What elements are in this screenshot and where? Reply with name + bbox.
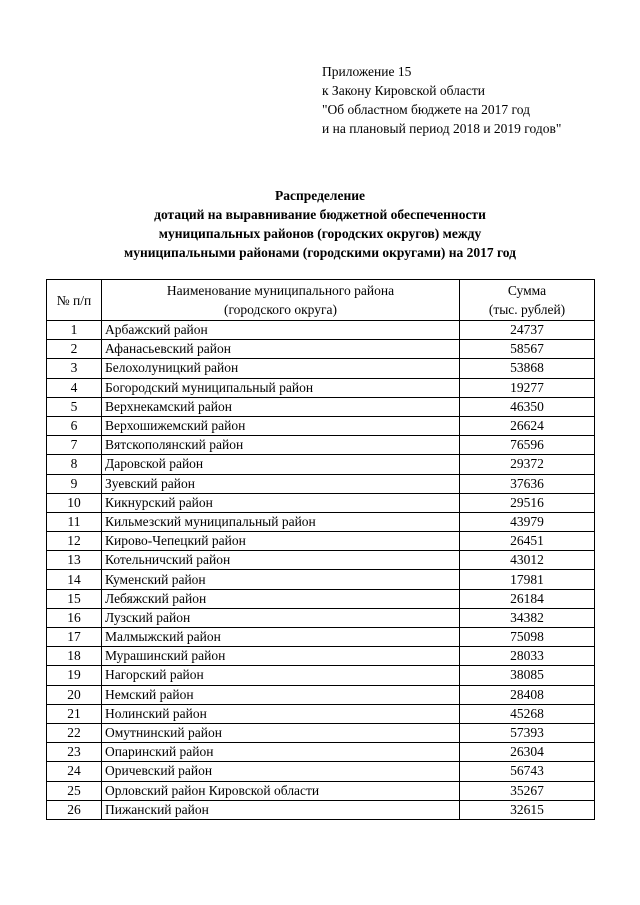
district-name: Кильмезский муниципальный район xyxy=(102,512,460,531)
district-name: Белохолуницкий район xyxy=(102,359,460,378)
row-number: 12 xyxy=(47,532,102,551)
subsidy-amount: 58567 xyxy=(460,340,595,359)
district-name: Кикнурский район xyxy=(102,493,460,512)
row-number: 24 xyxy=(47,762,102,781)
district-name: Вятскополянский район xyxy=(102,436,460,455)
subsidy-amount: 26624 xyxy=(460,416,595,435)
district-name: Орловский район Кировской области xyxy=(102,781,460,800)
table-row xyxy=(47,436,595,455)
table-row xyxy=(47,666,595,685)
table-row xyxy=(47,321,595,340)
subsidy-amount: 75098 xyxy=(460,628,595,647)
table-header-row xyxy=(47,280,595,321)
district-name: Афанасьевский район xyxy=(102,340,460,359)
row-number: 20 xyxy=(47,685,102,704)
row-number: 9 xyxy=(47,474,102,493)
table-row xyxy=(47,628,595,647)
header-sum-line2: (тыс. рублей) xyxy=(488,302,566,317)
subsidy-amount: 32615 xyxy=(460,800,595,819)
title-line: муниципальных районов (городских округов) между xyxy=(158,226,482,241)
subsidy-amount: 57393 xyxy=(460,723,595,742)
row-number: 7 xyxy=(47,436,102,455)
subsidy-amount: 35267 xyxy=(460,781,595,800)
header-sum-line1: Сумма xyxy=(507,283,547,298)
row-number: 15 xyxy=(47,589,102,608)
district-name: Малмыжский район xyxy=(102,628,460,647)
district-name: Лузский район xyxy=(102,608,460,627)
subsidy-amount: 43012 xyxy=(460,551,595,570)
district-name: Нолинский район xyxy=(102,704,460,723)
subsidy-amount: 43979 xyxy=(460,512,595,531)
subsidy-amount: 76596 xyxy=(460,436,595,455)
table-row xyxy=(47,723,595,742)
table-row xyxy=(47,493,595,512)
header-name-line1: Наименование муниципального района xyxy=(166,283,395,298)
table-row xyxy=(47,685,595,704)
subsidy-table xyxy=(46,279,595,820)
row-number: 16 xyxy=(47,608,102,627)
table-row xyxy=(47,762,595,781)
table-row xyxy=(47,532,595,551)
title-line: Распределение xyxy=(274,188,366,203)
district-name: Лебяжский район xyxy=(102,589,460,608)
table-row xyxy=(47,570,595,589)
title-line: муниципальными районами (городскими округами) на 2017 год xyxy=(124,245,516,260)
table-row xyxy=(47,647,595,666)
appendix-line: и на плановый период 2018 и 2019 годов" xyxy=(322,121,562,136)
row-number: 1 xyxy=(47,321,102,340)
row-number: 5 xyxy=(47,397,102,416)
table-row xyxy=(47,378,595,397)
row-number: 10 xyxy=(47,493,102,512)
title-line: дотаций на выравнивание бюджетной обеспеченности xyxy=(154,207,486,222)
row-number: 4 xyxy=(47,378,102,397)
subsidy-amount: 29372 xyxy=(460,455,595,474)
appendix-line: к Закону Кировской области xyxy=(322,83,486,98)
district-name: Опаринский район xyxy=(102,743,460,762)
row-number: 26 xyxy=(47,800,102,819)
district-name: Омутнинский район xyxy=(102,723,460,742)
row-number: 6 xyxy=(47,416,102,435)
header-num: № п/п xyxy=(47,280,102,321)
subsidy-amount: 29516 xyxy=(460,493,595,512)
header-name-line2: (городского округа) xyxy=(223,302,338,317)
table-row xyxy=(47,340,595,359)
row-number: 11 xyxy=(47,512,102,531)
row-number: 3 xyxy=(47,359,102,378)
row-number: 13 xyxy=(47,551,102,570)
row-number: 18 xyxy=(47,647,102,666)
row-number: 25 xyxy=(47,781,102,800)
district-name: Котельничский район xyxy=(102,551,460,570)
table-row xyxy=(47,551,595,570)
row-number: 8 xyxy=(47,455,102,474)
table-row xyxy=(47,397,595,416)
table-row xyxy=(47,608,595,627)
subsidy-amount: 38085 xyxy=(460,666,595,685)
table-row xyxy=(47,743,595,762)
district-name: Оричевский район xyxy=(102,762,460,781)
table-row xyxy=(47,704,595,723)
table-row xyxy=(47,455,595,474)
header-sum xyxy=(460,280,595,321)
table-body xyxy=(47,321,595,820)
table-row xyxy=(47,359,595,378)
row-number: 19 xyxy=(47,666,102,685)
subsidy-amount: 28408 xyxy=(460,685,595,704)
table-row xyxy=(47,800,595,819)
district-name: Верхошижемский район xyxy=(102,416,460,435)
table-row xyxy=(47,512,595,531)
subsidy-amount: 17981 xyxy=(460,570,595,589)
subsidy-amount: 45268 xyxy=(460,704,595,723)
district-name: Даровской район xyxy=(102,455,460,474)
subsidy-amount: 24737 xyxy=(460,321,595,340)
row-number: 23 xyxy=(47,743,102,762)
district-name: Немский район xyxy=(102,685,460,704)
district-name: Верхнекамский район xyxy=(102,397,460,416)
district-name: Кирово-Чепецкий район xyxy=(102,532,460,551)
subsidy-amount: 56743 xyxy=(460,762,595,781)
subsidy-amount: 26304 xyxy=(460,743,595,762)
row-number: 17 xyxy=(47,628,102,647)
subsidy-amount: 37636 xyxy=(460,474,595,493)
subsidy-amount: 26451 xyxy=(460,532,595,551)
district-name: Нагорский район xyxy=(102,666,460,685)
table-row xyxy=(47,781,595,800)
subsidy-amount: 34382 xyxy=(460,608,595,627)
table-row xyxy=(47,474,595,493)
document-title xyxy=(0,186,640,262)
appendix-line: "Об областном бюджете на 2017 год xyxy=(322,102,530,117)
header-name xyxy=(102,280,460,321)
table-row xyxy=(47,416,595,435)
appendix-caption xyxy=(322,62,561,138)
district-name: Куменский район xyxy=(102,570,460,589)
table-row xyxy=(47,589,595,608)
subsidy-amount: 28033 xyxy=(460,647,595,666)
district-name: Зуевский район xyxy=(102,474,460,493)
subsidy-amount: 26184 xyxy=(460,589,595,608)
subsidy-amount: 19277 xyxy=(460,378,595,397)
subsidy-amount: 46350 xyxy=(460,397,595,416)
row-number: 22 xyxy=(47,723,102,742)
appendix-line: Приложение 15 xyxy=(322,64,412,79)
row-number: 14 xyxy=(47,570,102,589)
district-name: Арбажский район xyxy=(102,321,460,340)
subsidy-amount: 53868 xyxy=(460,359,595,378)
row-number: 2 xyxy=(47,340,102,359)
row-number: 21 xyxy=(47,704,102,723)
district-name: Пижанский район xyxy=(102,800,460,819)
district-name: Богородский муниципальный район xyxy=(102,378,460,397)
district-name: Мурашинский район xyxy=(102,647,460,666)
